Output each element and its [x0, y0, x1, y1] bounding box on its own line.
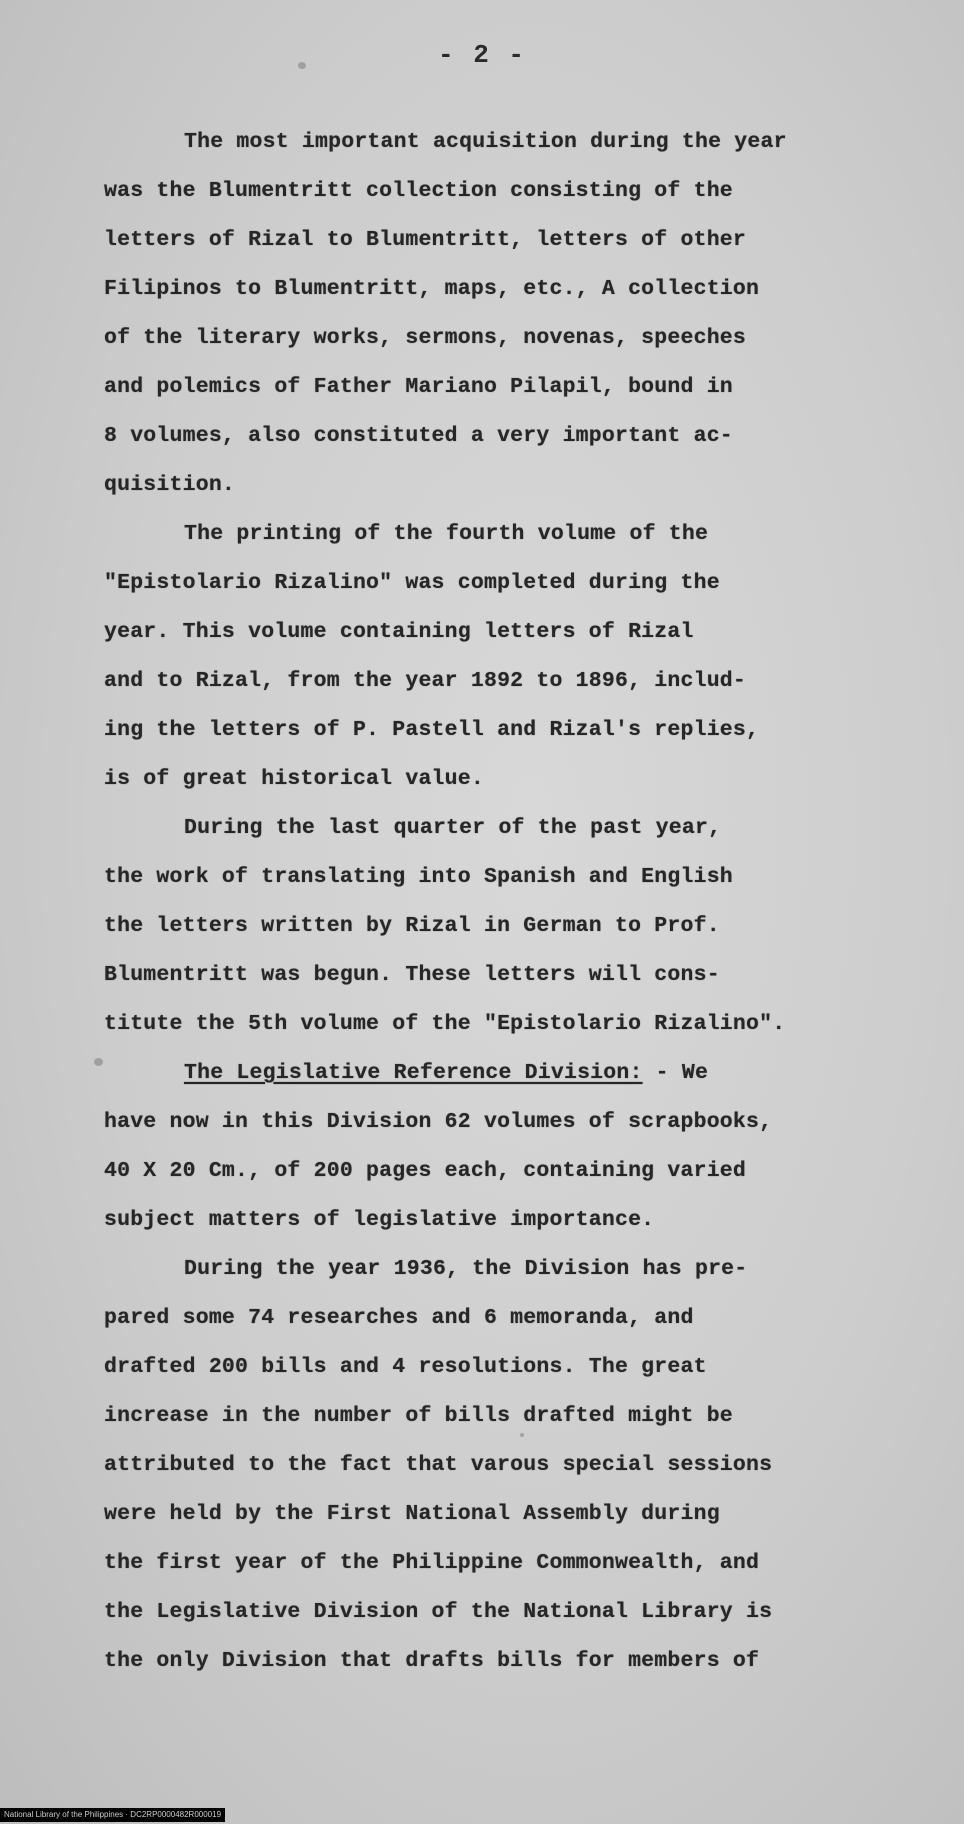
- text-line: The printing of the fourth volume of the: [184, 522, 709, 546]
- text-line: and polemics of Father Mariano Pilapil, bound in: [104, 375, 733, 399]
- paragraph: [104, 118, 884, 510]
- text-line: of the literary works, sermons, novenas, speeches: [104, 326, 747, 350]
- text-line: attributed to the fact that varous special sessions: [104, 1453, 773, 1477]
- text-line: 8 volumes, also constituted a very important ac-: [104, 424, 733, 448]
- text-line: quisition.: [104, 473, 236, 497]
- text-line: letters of Rizal to Blumentritt, letters of other: [104, 228, 747, 252]
- text-line: was the Blumentritt collection consisting of the: [104, 179, 733, 203]
- text-line: the work of translating into Spanish and English: [104, 865, 733, 889]
- section-heading: The Legislative Reference Division:: [184, 1061, 643, 1085]
- page-number: - 2 -: [437, 40, 526, 70]
- paragraph: [104, 1245, 884, 1686]
- text-line: "Epistolario Rizalino" was completed during the: [104, 571, 720, 595]
- text-line: titute the 5th volume of the "Epistolario Rizalino".: [104, 1012, 786, 1036]
- paragraph: [104, 1049, 884, 1245]
- text-line: the first year of the Philippine Commonwealth, and: [104, 1551, 760, 1575]
- text-line: have now in this Division 62 volumes of scrapbooks,: [104, 1110, 773, 1134]
- text-line: 40 X 20 Cm., of 200 pages each, containing varied: [104, 1159, 747, 1183]
- paragraph: [104, 510, 884, 804]
- text-line: pared some 74 researches and 6 memoranda, and: [104, 1306, 694, 1330]
- text-line: Filipinos to Blumentritt, maps, etc., A collection: [104, 277, 760, 301]
- section-heading-rest: - We: [642, 1061, 709, 1085]
- text-line: were held by the First National Assembly during: [104, 1502, 720, 1526]
- text-line: the letters written by Rizal in German to Prof.: [104, 914, 720, 938]
- text-line: During the year 1936, the Division has pre-: [184, 1257, 748, 1281]
- text-line: During the last quarter of the past year,: [184, 816, 722, 840]
- text-line: the only Division that drafts bills for members of: [104, 1649, 760, 1673]
- text-line: Blumentritt was begun. These letters will cons-: [104, 963, 720, 987]
- paragraph: [104, 804, 884, 1049]
- text-line: year. This volume containing letters of Rizal: [104, 620, 694, 644]
- text-line: subject matters of legislative importance.: [104, 1208, 655, 1232]
- paragraph-heading-line: [104, 1049, 884, 1098]
- footer-credit: National Library of the Philippines · DC2RP0000482R000019: [0, 1808, 225, 1822]
- text-line: and to Rizal, from the year 1892 to 1896, includ-: [104, 669, 747, 693]
- text-line: drafted 200 bills and 4 resolutions. The great: [104, 1355, 707, 1379]
- text-line: increase in the number of bills drafted might be: [104, 1404, 733, 1428]
- text-line: The most important acquisition during the year: [184, 130, 787, 154]
- text-line: the Legislative Division of the National Library is: [104, 1600, 773, 1624]
- text-line: is of great historical value.: [104, 767, 484, 791]
- text-line: ing the letters of P. Pastell and Rizal's replies,: [104, 718, 760, 742]
- document-body: [104, 118, 884, 1686]
- scan-speck: [94, 1058, 103, 1066]
